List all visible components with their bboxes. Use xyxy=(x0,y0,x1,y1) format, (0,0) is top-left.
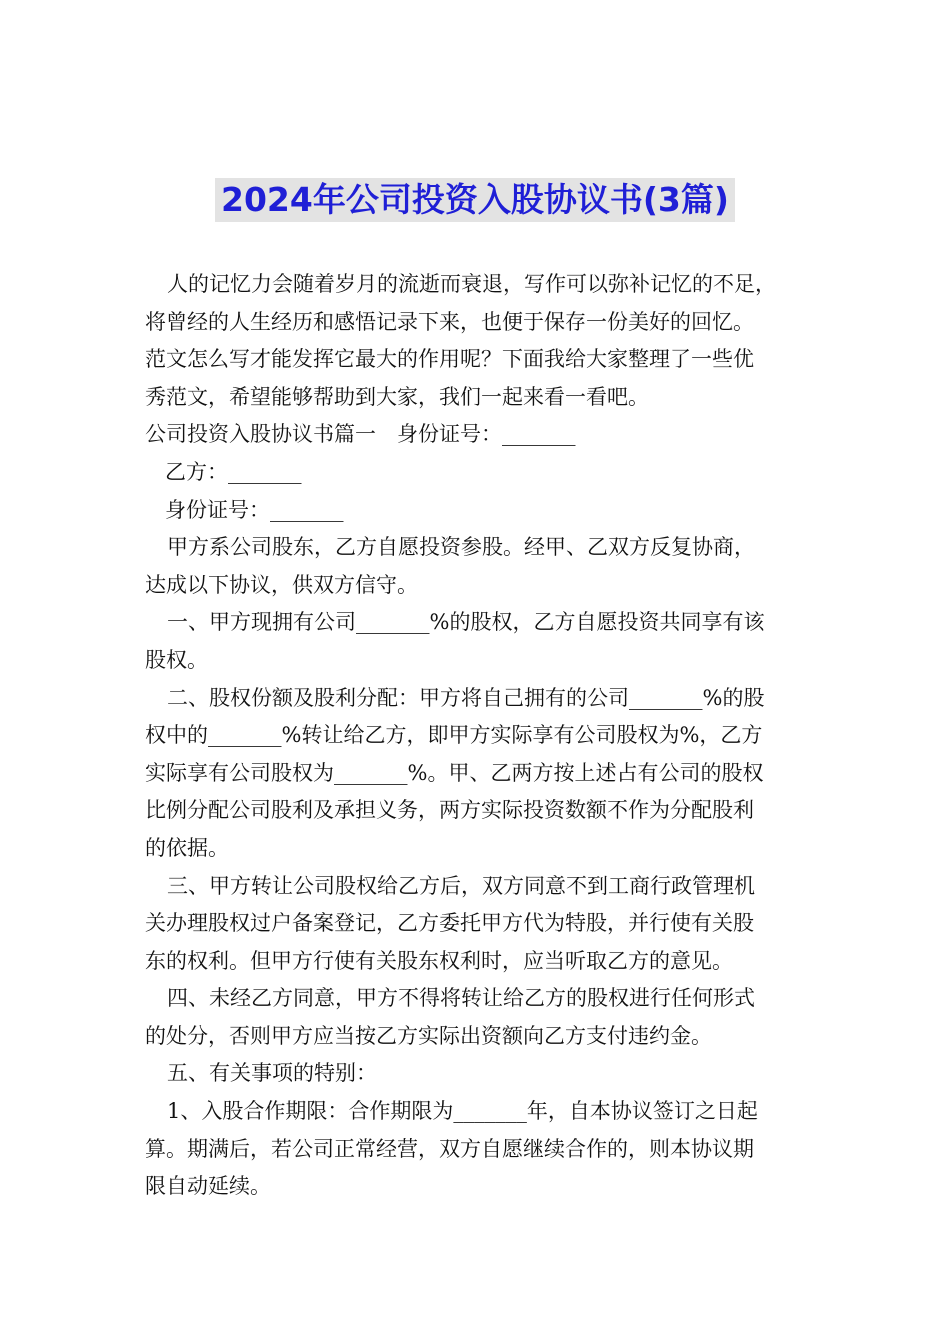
paragraph-line: 甲方系公司股东，乙方自愿投资参股。经甲、乙双方反复协商， xyxy=(167,535,755,560)
paragraph-line: 比例分配公司股利及承担义务，两方实际投资数额不作为分配股利 xyxy=(145,798,754,823)
paragraph-line: 算。期满后，若公司正常经营，双方自愿继续合作的，则本协议期 xyxy=(145,1136,754,1161)
paragraph-line: 1、入股合作期限：合作期限为_______年，自本协议签订之日起 xyxy=(167,1099,758,1124)
paragraph-line: 公司投资入股协议书篇一 身份证号：_______ xyxy=(145,422,576,447)
paragraph-line: 秀范文，希望能够帮助到大家，我们一起来看一看吧。 xyxy=(145,384,649,409)
paragraph-line: 乙方：_______ xyxy=(165,459,302,484)
paragraph-line: 四、未经乙方同意，甲方不得将转让给乙方的股权进行任何形式 xyxy=(167,986,755,1011)
paragraph-line: 一、甲方现拥有公司_______%的股权，乙方自愿投资共同享有该 xyxy=(167,610,765,635)
paragraph-line: 股权。 xyxy=(145,647,208,672)
paragraph-line: 的处分，否则甲方应当按乙方实际出资额向乙方支付违约金。 xyxy=(145,1023,712,1048)
title-container xyxy=(0,178,950,222)
paragraph-line: 范文怎么写才能发挥它最大的作用呢？下面我给大家整理了一些优 xyxy=(145,347,754,372)
paragraph-line: 身份证号：_______ xyxy=(165,497,344,522)
paragraph-line: 的依据。 xyxy=(145,835,229,860)
paragraph-line: 人的记忆力会随着岁月的流逝而衰退，写作可以弥补记忆的不足， xyxy=(167,272,776,296)
paragraph-line: 五、有关事项的特别： xyxy=(167,1061,377,1086)
paragraph-line: 权中的_______%转让给乙方，即甲方实际享有公司股权为%，乙方 xyxy=(145,723,763,748)
document-body xyxy=(145,266,835,1206)
paragraph-line: 达成以下协议，供双方信守。 xyxy=(145,572,418,597)
paragraph-line: 限自动延续。 xyxy=(145,1174,271,1199)
paragraph-line: 实际享有公司股权为_______%。甲、乙两方按上述占有公司的股权 xyxy=(145,760,764,785)
paragraph-line: 将曾经的人生经历和感悟记录下来，也便于保存一份美好的回忆。 xyxy=(145,309,754,334)
paragraph-line: 关办理股权过户备案登记，乙方委托甲方代为特股，并行使有关股 xyxy=(145,911,754,936)
document-title: 2024年公司投资入股协议书(3篇) xyxy=(215,178,735,222)
paragraph-line: 三、甲方转让公司股权给乙方后，双方同意不到工商行政管理机 xyxy=(167,873,755,898)
paragraph-line: 东的权利。但甲方行使有关股东权利时，应当听取乙方的意见。 xyxy=(145,948,733,973)
paragraph-line: 二、股权份额及股利分配：甲方将自己拥有的公司_______%的股 xyxy=(167,685,765,710)
